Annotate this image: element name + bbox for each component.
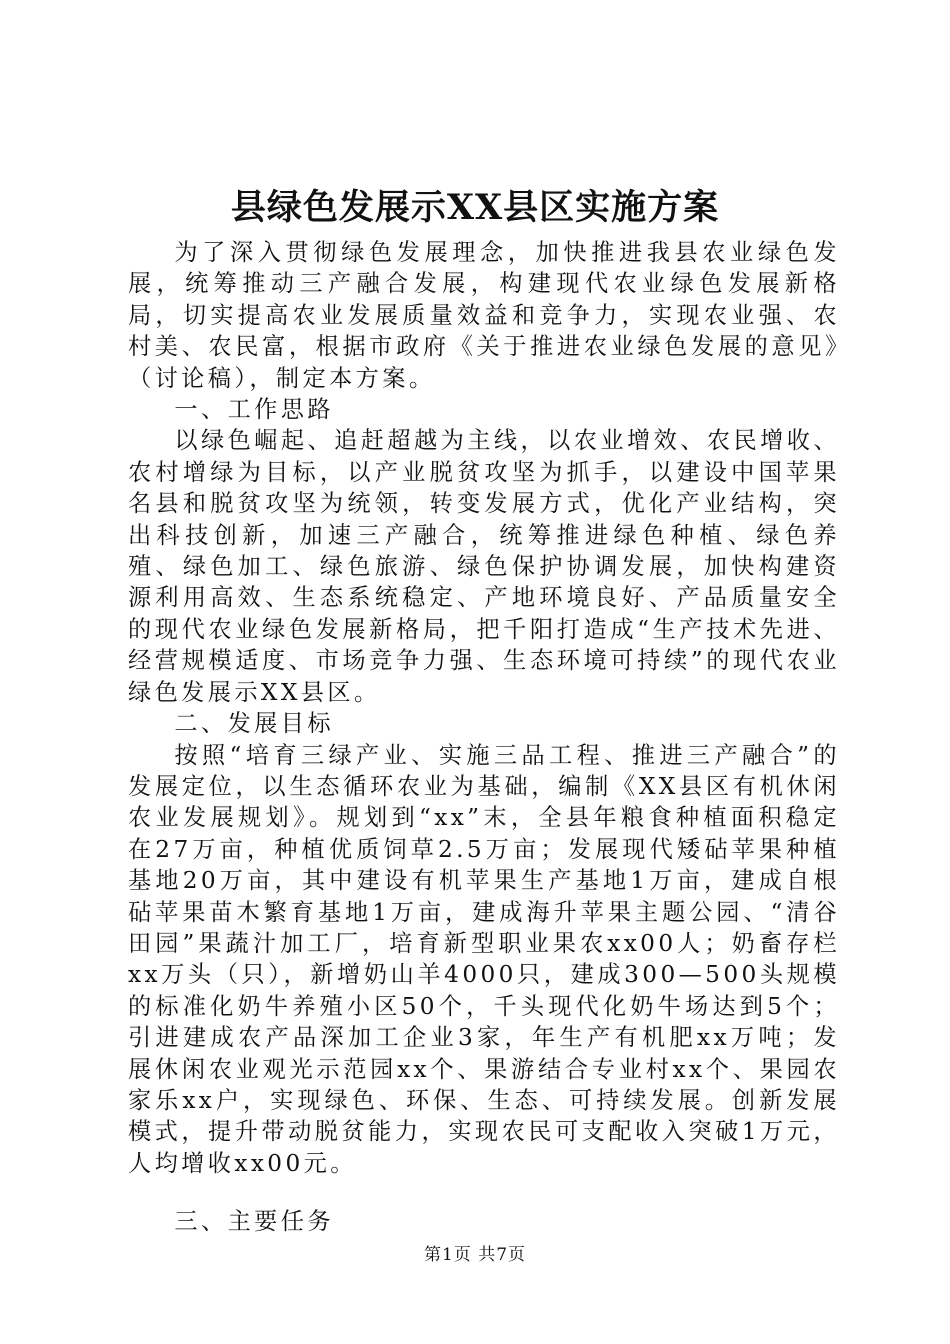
work-approach-paragraph: 以绿色崛起、追赶超越为主线，以农业增效、农民增收、农村增绿为目标，以产业脱贫攻坚为抓手，以建设中国苹果名县和脱贫攻坚为统领，转变发展方式，优化产业结构，突出科技创新，加速三产融合，统筹推进绿色种植、绿色养殖、绿色加工、绿色旅游、绿色保护协调发展，加快构建资源利用高效、生态系统稳定、产地环境良好、产品质量安全的现代农业绿色发展新格局，把千阳打造成“生产技术先进、经营规模适度、市场竞争力强、生态环境可持续”的现代农业绿色发展示XX县区。 (128, 427, 840, 706)
section-heading-development-goals: 二、发展目标 (174, 710, 334, 738)
section-heading-main-tasks: 三、主要任务 (174, 1208, 334, 1236)
document-title: 县绿色发展示XX县区实施方案 (230, 187, 720, 228)
document-body (128, 237, 840, 1238)
section-heading-work-approach: 一、工作思路 (174, 396, 334, 424)
intro-paragraph: 为了深入贯彻绿色发展理念，加快推进我县农业绿色发展，统筹推动三产融合发展，构建现代农业绿色发展新格局，切实提高农业发展质量效益和竞争力，实现农业强、农村美、农民富，根据市政府《关于推进农业绿色发展的意见》（讨论稿），制定本方案。 (128, 239, 840, 392)
page-number-footer: 第1页 共7页 (423, 1245, 527, 1265)
development-goals-paragraph: 按照“培育三绿产业、实施三品工程、推进三产融合”的发展定位，以生态循环农业为基础，编制《XX县区有机休闲农业发展规划》。规划到“xx”末，全县年粮食种植面积稳定在27万亩，种植优质饲草2.5万亩；发展现代矮砧苹果种植基地20万亩，其中建设有机苹果生产基地1万亩，建成自根砧苹果苗木繁育基地1万亩，建成海升苹果主题公园、“清谷田园”果蔬汁加工厂，培育新型职业果农xx00人；奶畜存栏xx万头（只），新增奶山羊4000只，建成300—500头规模的标准化奶牛养殖小区50个，千头现代化奶牛场达到5个；引进建成农产品深加工企业3家，年生产有机肥xx万吨；发展休闲农业观光示范园xx个、果游结合专业村xx个、果园农家乐xx户，实现绿色、环保、生态、可持续发展。创新发展模式，提升带动脱贫能力，实现农民可支配收入突破1万元，人均增收xx00元。 (128, 741, 840, 1177)
